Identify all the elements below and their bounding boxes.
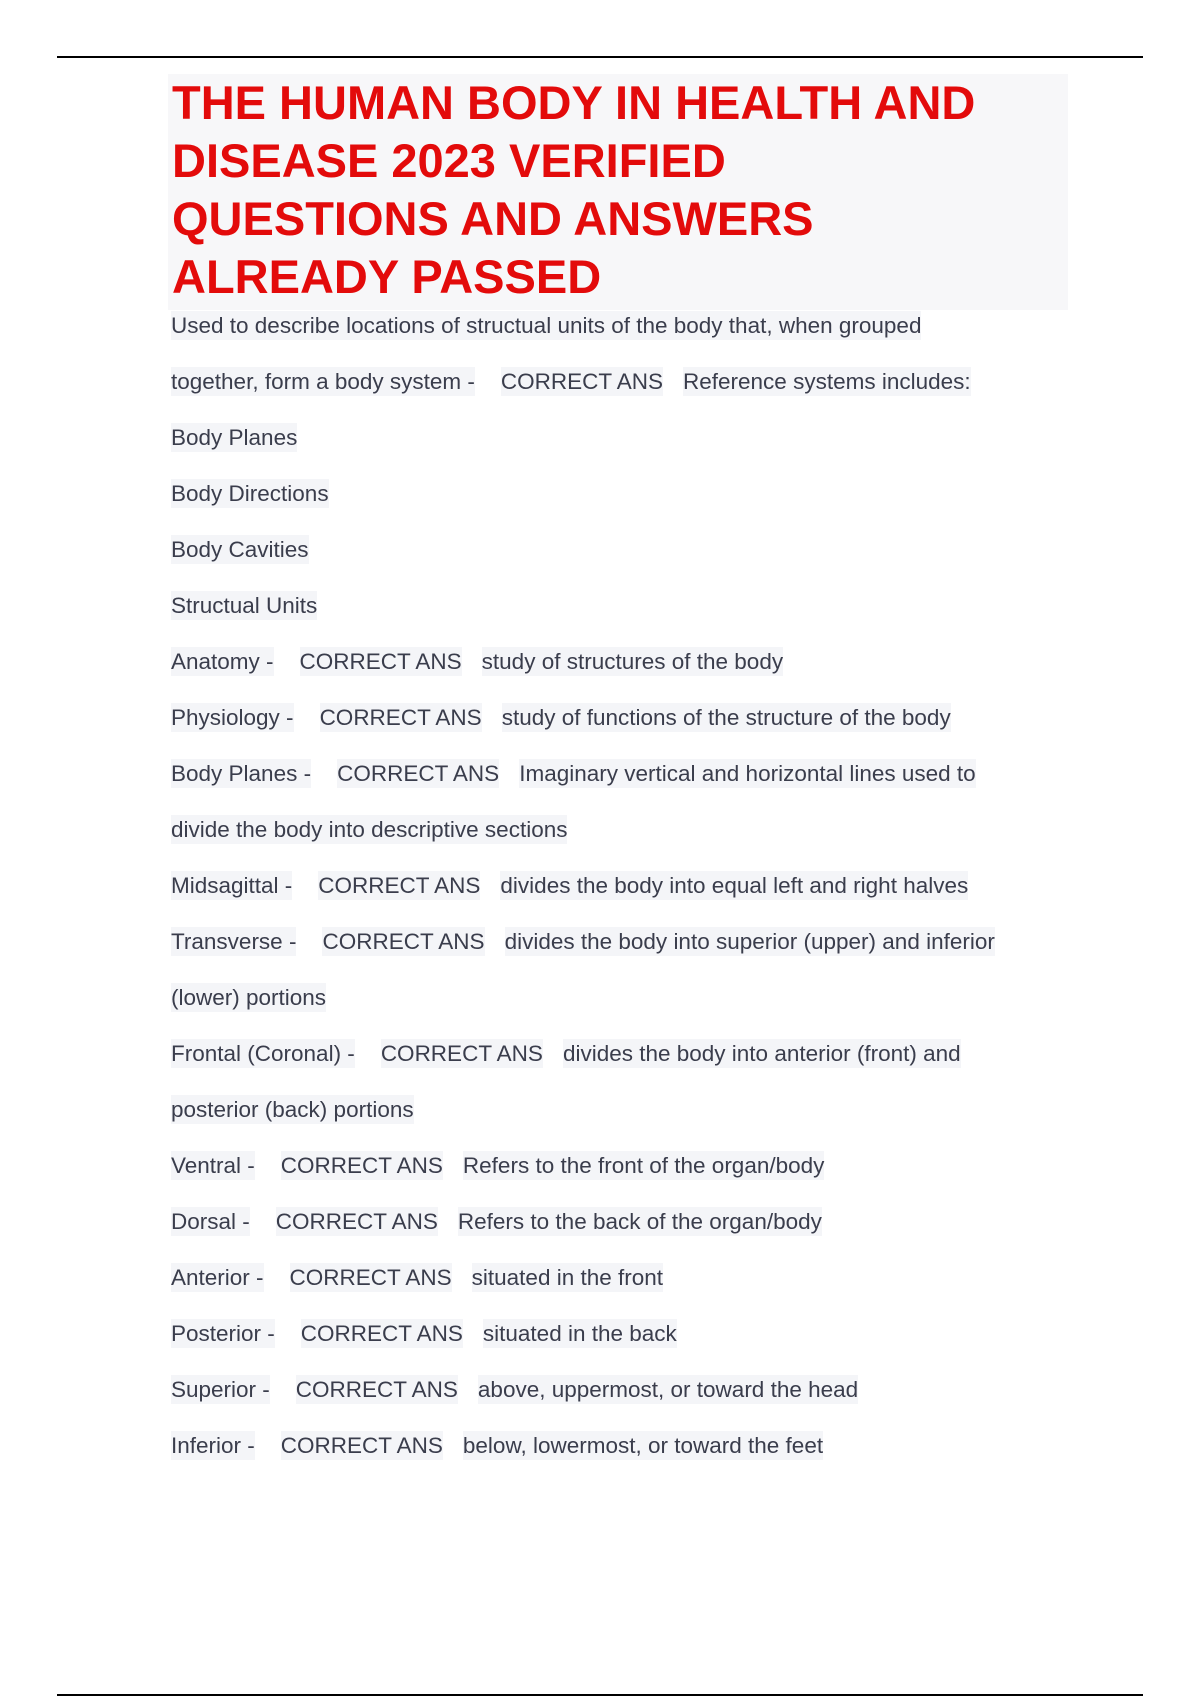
qa-line (171, 1310, 1071, 1366)
correct-ans-marker: CORRECT ANS (280, 1153, 443, 1178)
title-line-3: QUESTIONS AND ANSWERS (172, 192, 814, 245)
answer: divides the body into equal left and right halves (500, 873, 969, 898)
correct-ans-marker: CORRECT ANS (280, 1433, 443, 1458)
correct-ans-marker: CORRECT ANS (295, 1377, 458, 1402)
line-text: divide the body into descriptive sections (171, 817, 568, 842)
term: Anterior - (171, 1265, 264, 1290)
text-line (171, 414, 1071, 470)
bottom-rule (57, 1694, 1143, 1696)
term: Inferior - (171, 1433, 255, 1458)
correct-ans-marker: CORRECT ANS (322, 929, 485, 954)
document-title (168, 74, 1068, 310)
correct-ans-marker: CORRECT ANS (299, 649, 462, 674)
term: Anatomy - (171, 649, 274, 674)
term: Ventral - (171, 1153, 255, 1178)
correct-ans-marker: CORRECT ANS (275, 1209, 438, 1234)
line-text: Structual Units (171, 593, 318, 618)
text-line (171, 974, 1071, 1030)
term: Frontal (Coronal) - (171, 1041, 355, 1066)
text-line (171, 526, 1071, 582)
text-line (171, 1086, 1071, 1142)
term: Dorsal - (171, 1209, 250, 1234)
title-line-4: ALREADY PASSED (172, 250, 602, 303)
text-line (171, 470, 1071, 526)
qa-line (171, 1142, 1071, 1198)
qa-line (171, 918, 1071, 974)
answer: Imaginary vertical and horizontal lines used to (519, 761, 976, 786)
title-line-2: DISEASE 2023 VERIFIED (172, 134, 726, 187)
qa-line (171, 750, 1071, 806)
answer: situated in the front (471, 1265, 664, 1290)
answer: divides the body into anterior (front) and (562, 1041, 961, 1066)
answer: Refers to the back of the organ/body (457, 1209, 822, 1234)
correct-ans-marker: CORRECT ANS (500, 369, 664, 394)
term: together, form a body system - (171, 369, 475, 394)
qa-line (171, 1422, 1071, 1478)
text-line (171, 806, 1071, 862)
line-text: Used to describe locations of structual units of the body that, when grouped (171, 313, 922, 338)
qa-line (171, 1366, 1071, 1422)
answer: situated in the back (482, 1321, 677, 1346)
line-text: Body Cavities (171, 537, 309, 562)
correct-ans-marker: CORRECT ANS (300, 1321, 463, 1346)
correct-ans-marker: CORRECT ANS (318, 873, 481, 898)
answer: divides the body into superior (upper) and inferior (504, 929, 995, 954)
text-line (171, 302, 1071, 358)
qa-line (171, 638, 1071, 694)
term: Transverse - (171, 929, 297, 954)
top-rule (57, 56, 1143, 58)
answer: study of functions of the structure of the body (501, 705, 951, 730)
correct-ans-marker: CORRECT ANS (319, 705, 482, 730)
line-text: Body Planes (171, 425, 298, 450)
term: Superior - (171, 1377, 270, 1402)
term: Physiology - (171, 705, 294, 730)
text-line (171, 582, 1071, 638)
answer: above, uppermost, or toward the head (477, 1377, 859, 1402)
correct-ans-marker: CORRECT ANS (380, 1041, 543, 1066)
answer: below, lowermost, or toward the feet (462, 1433, 824, 1458)
qa-line (171, 862, 1071, 918)
qa-line (171, 694, 1071, 750)
answer: study of structures of the body (481, 649, 784, 674)
qa-line (171, 1198, 1071, 1254)
qa-line (171, 358, 1071, 414)
line-text: Body Directions (171, 481, 329, 506)
answer: Reference systems includes: (683, 369, 971, 394)
qa-content (171, 302, 1071, 1478)
term: Midsagittal - (171, 873, 293, 898)
title-line-1: THE HUMAN BODY IN HEALTH AND (172, 76, 976, 129)
term: Body Planes - (171, 761, 312, 786)
qa-line (171, 1030, 1071, 1086)
correct-ans-marker: CORRECT ANS (289, 1265, 452, 1290)
answer: Refers to the front of the organ/body (462, 1153, 825, 1178)
term: Posterior - (171, 1321, 275, 1346)
correct-ans-marker: CORRECT ANS (337, 761, 500, 786)
line-text: posterior (back) portions (171, 1097, 414, 1122)
line-text: (lower) portions (171, 985, 327, 1010)
qa-line (171, 1254, 1071, 1310)
